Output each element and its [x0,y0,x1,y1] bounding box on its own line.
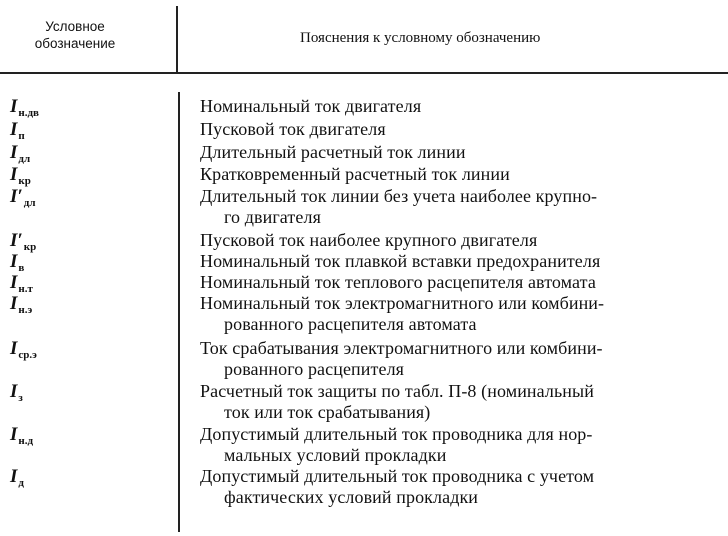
row-symbol: $I_з$ [10,381,23,404]
header-symbol [10,18,140,52]
row-description: Пусковой ток двигателя [200,119,386,139]
row-description: Номинальный ток электромагнитного или комбини- рованного расцепителя автомата [200,293,605,334]
row-description: Номинальный ток плавкой вставки предохранителя [200,251,601,271]
row-symbol: $I_{н.э}$ [10,293,33,316]
row-description: Ток срабатывания электромагнитного или комбини- рованного расцепителя [200,338,603,379]
row-description: Пусковой ток наиболее крупного двигателя [200,230,538,250]
row-symbol: $I_{н.т}$ [10,272,33,295]
row-description: Кратковременный расчетный ток линии [200,164,510,184]
header-rule [0,72,728,74]
row-symbol: $I'_{дл}$ [10,186,36,209]
row-description: Номинальный ток теплового расцепителя автомата [200,272,596,292]
row-description: Длительный ток линии без учета наиболее крупно- го двигателя [200,186,598,227]
row-symbol: $I'_{кр}$ [10,230,37,253]
row-description: Расчетный ток защиты по табл. П-8 (номинальный ток или ток срабатывания) [200,381,594,422]
row-description: Допустимый длительный ток проводника для нор- мальных условий прокладки [200,424,593,465]
row-description: Допустимый длительный ток проводника с учетом фактических условий прокладки [200,466,595,507]
row-symbol: $I_в$ [10,251,25,274]
row-symbol: $I_{н.д}$ [10,424,34,447]
row-symbol: $I_д$ [10,466,24,489]
row-symbol: $I_{н.дв}$ [10,96,39,119]
column-divider [178,92,180,532]
row-symbol: $I_{ср.э}$ [10,338,37,361]
header-divider [176,6,178,73]
row-description: Длительный расчетный ток линии [200,142,466,162]
row-symbol: $I_п$ [10,119,25,142]
row-symbol: $I_{дл}$ [10,142,31,165]
row-symbol: $I_{кр}$ [10,164,31,187]
header-symbol-line2: обозначение [34,36,116,51]
row-description: Номинальный ток двигателя [200,96,422,116]
header-explanation: Пояснения к условному обозначению [300,30,541,46]
header-symbol-line1: Условное [45,19,105,34]
